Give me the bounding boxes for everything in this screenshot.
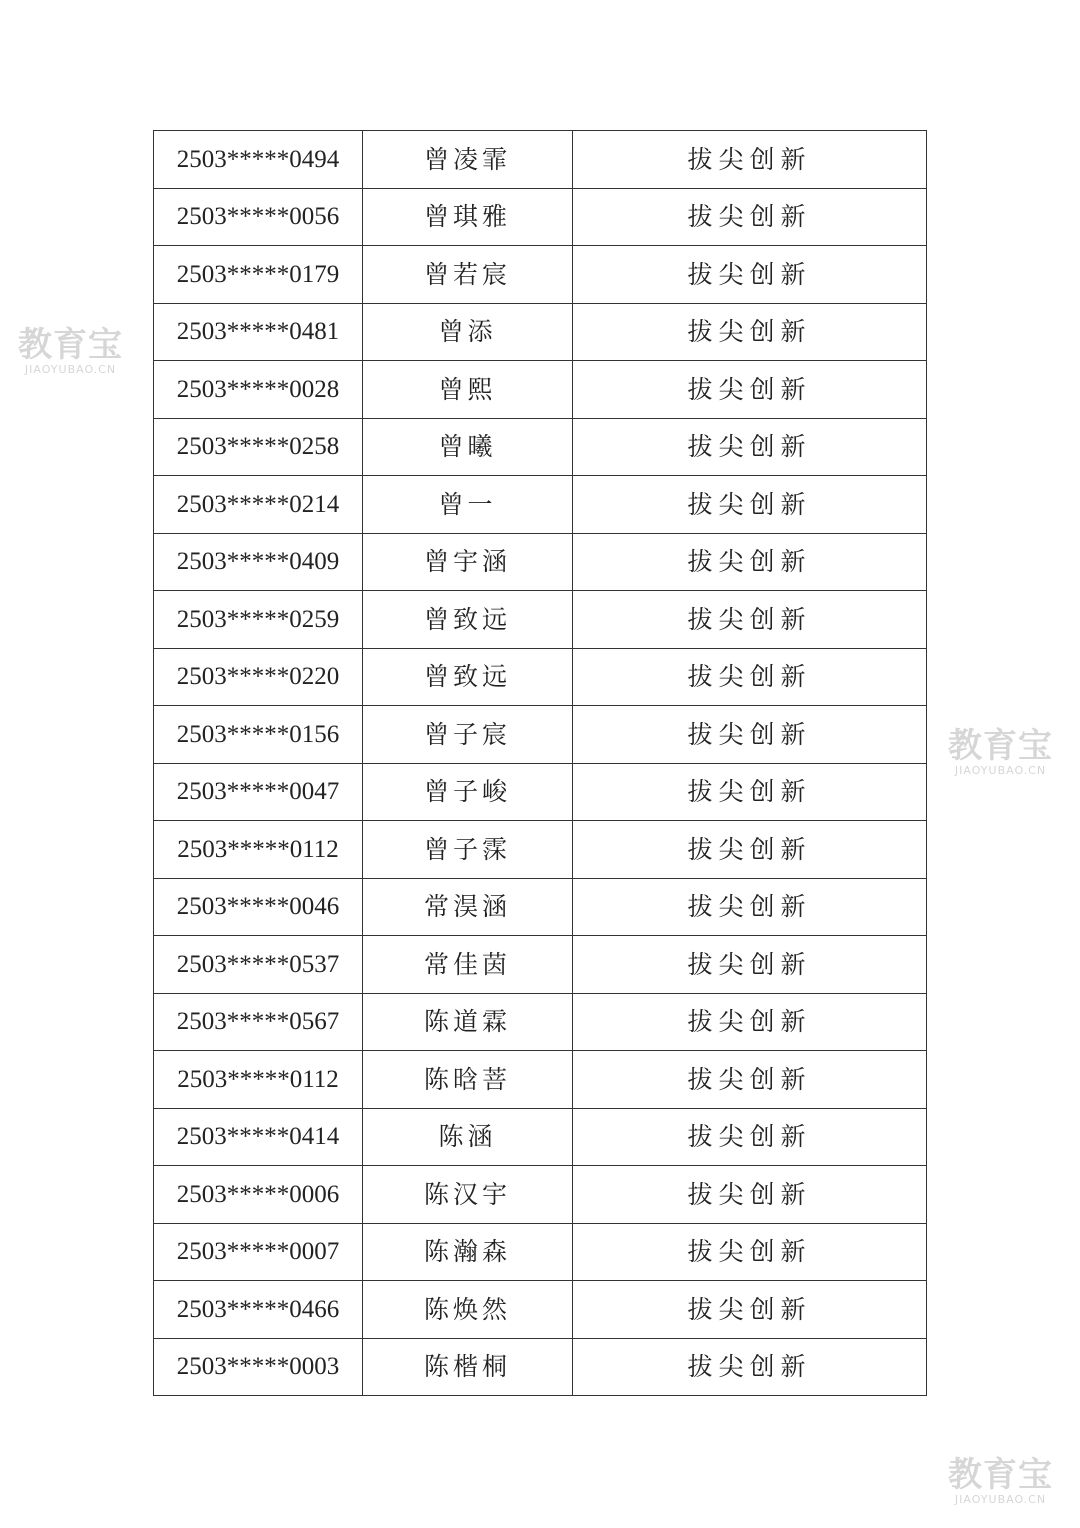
student-name-cell: 曾曦 <box>363 418 573 476</box>
table-row <box>154 763 927 821</box>
student-name-cell: 曾致远 <box>363 591 573 649</box>
table-body <box>154 131 927 1396</box>
category-cell: 拔尖创新 <box>573 246 927 304</box>
student-id-cell: 2503*****0112 <box>154 1051 363 1109</box>
table-row <box>154 1166 927 1224</box>
student-name-cell: 曾熙 <box>363 361 573 419</box>
table-row <box>154 246 927 304</box>
student-id-cell: 2503*****0466 <box>154 1281 363 1339</box>
student-name-cell: 曾若宸 <box>363 246 573 304</box>
category-cell: 拔尖创新 <box>573 591 927 649</box>
student-id-cell: 2503*****0112 <box>154 821 363 879</box>
student-id-cell: 2503*****0567 <box>154 993 363 1051</box>
category-cell: 拔尖创新 <box>573 476 927 534</box>
table-row <box>154 936 927 994</box>
student-id-cell: 2503*****0214 <box>154 476 363 534</box>
student-name-cell: 曾宇涵 <box>363 533 573 591</box>
student-id-cell: 2503*****0006 <box>154 1166 363 1224</box>
student-id-cell: 2503*****0258 <box>154 418 363 476</box>
student-id-cell: 2503*****0047 <box>154 763 363 821</box>
category-cell: 拔尖创新 <box>573 1281 927 1339</box>
table-row <box>154 131 927 189</box>
category-cell: 拔尖创新 <box>573 533 927 591</box>
student-id-cell: 2503*****0220 <box>154 648 363 706</box>
category-cell: 拔尖创新 <box>573 936 927 994</box>
student-name-cell: 曾一 <box>363 476 573 534</box>
student-name-cell: 常淏涵 <box>363 878 573 936</box>
category-cell: 拔尖创新 <box>573 1166 927 1224</box>
table-row <box>154 1338 927 1396</box>
student-name-cell: 曾子峻 <box>363 763 573 821</box>
category-cell: 拔尖创新 <box>573 878 927 936</box>
table-row <box>154 533 927 591</box>
category-cell: 拔尖创新 <box>573 763 927 821</box>
table-row <box>154 418 927 476</box>
watermark-logo <box>18 325 123 376</box>
category-cell: 拔尖创新 <box>573 361 927 419</box>
category-cell: 拔尖创新 <box>573 418 927 476</box>
category-cell: 拔尖创新 <box>573 1223 927 1281</box>
table-row <box>154 878 927 936</box>
table-row <box>154 591 927 649</box>
watermark-logo <box>948 1455 1053 1506</box>
table-row <box>154 1281 927 1339</box>
table-row <box>154 1223 927 1281</box>
category-cell: 拔尖创新 <box>573 821 927 879</box>
student-name-cell: 常佳茵 <box>363 936 573 994</box>
category-cell: 拔尖创新 <box>573 1051 927 1109</box>
category-cell: 拔尖创新 <box>573 1338 927 1396</box>
watermark-logo <box>948 726 1053 777</box>
student-id-cell: 2503*****0179 <box>154 246 363 304</box>
student-name-cell: 陈涵 <box>363 1108 573 1166</box>
watermark-domain: JIAOYUBAO.CN <box>954 764 1047 777</box>
category-cell: 拔尖创新 <box>573 303 927 361</box>
table-row <box>154 188 927 246</box>
category-cell: 拔尖创新 <box>573 188 927 246</box>
student-id-cell: 2503*****0003 <box>154 1338 363 1396</box>
student-id-cell: 2503*****0494 <box>154 131 363 189</box>
student-name-cell: 陈楷桐 <box>363 1338 573 1396</box>
watermark-text: 教育宝 <box>948 1455 1053 1495</box>
student-id-cell: 2503*****0007 <box>154 1223 363 1281</box>
student-name-cell: 陈焕然 <box>363 1281 573 1339</box>
student-id-cell: 2503*****0414 <box>154 1108 363 1166</box>
student-name-cell: 曾子宸 <box>363 706 573 764</box>
category-cell: 拔尖创新 <box>573 706 927 764</box>
student-name-cell: 曾琪雅 <box>363 188 573 246</box>
student-name-cell: 陈汉宇 <box>363 1166 573 1224</box>
student-id-cell: 2503*****0028 <box>154 361 363 419</box>
student-id-cell: 2503*****0409 <box>154 533 363 591</box>
table-row <box>154 361 927 419</box>
admission-list-table <box>153 130 927 1396</box>
table-row <box>154 476 927 534</box>
watermark-text: 教育宝 <box>948 726 1053 766</box>
table-row <box>154 993 927 1051</box>
student-name-cell: 曾子霂 <box>363 821 573 879</box>
student-name-cell: 陈晗菩 <box>363 1051 573 1109</box>
table-row <box>154 1051 927 1109</box>
watermark-domain: JIAOYUBAO.CN <box>954 1493 1047 1506</box>
table-row <box>154 706 927 764</box>
student-id-cell: 2503*****0537 <box>154 936 363 994</box>
student-id-cell: 2503*****0481 <box>154 303 363 361</box>
table-row <box>154 1108 927 1166</box>
student-name-cell: 陈瀚森 <box>363 1223 573 1281</box>
watermark-domain: JIAOYUBAO.CN <box>24 363 117 376</box>
student-name-cell: 陈道霖 <box>363 993 573 1051</box>
category-cell: 拔尖创新 <box>573 993 927 1051</box>
student-id-cell: 2503*****0056 <box>154 188 363 246</box>
table-row <box>154 648 927 706</box>
student-name-cell: 曾添 <box>363 303 573 361</box>
student-id-cell: 2503*****0259 <box>154 591 363 649</box>
table-row <box>154 303 927 361</box>
category-cell: 拔尖创新 <box>573 648 927 706</box>
category-cell: 拔尖创新 <box>573 131 927 189</box>
student-id-cell: 2503*****0156 <box>154 706 363 764</box>
student-name-cell: 曾凌霏 <box>363 131 573 189</box>
student-id-cell: 2503*****0046 <box>154 878 363 936</box>
watermark-text: 教育宝 <box>18 325 123 365</box>
table-row <box>154 821 927 879</box>
student-name-cell: 曾致远 <box>363 648 573 706</box>
category-cell: 拔尖创新 <box>573 1108 927 1166</box>
